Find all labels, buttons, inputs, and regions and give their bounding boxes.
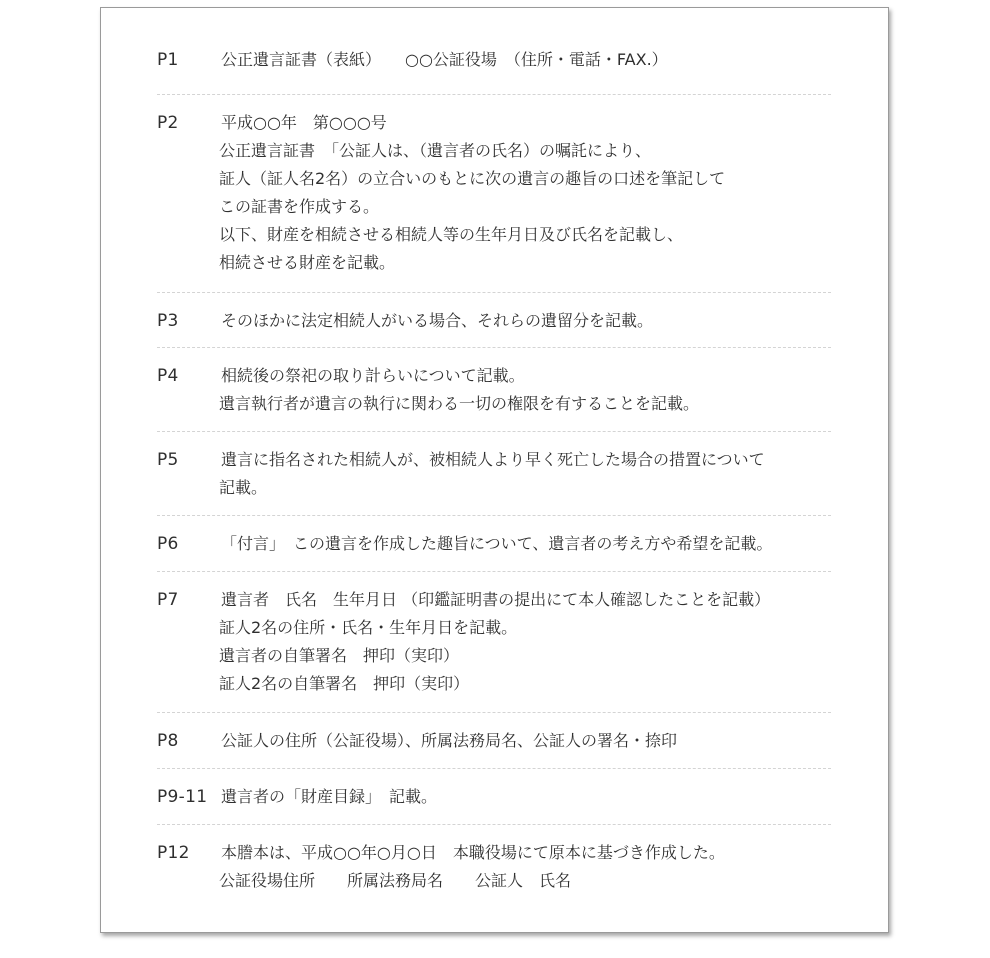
- document-sheet: [100, 7, 889, 933]
- page-label: P8: [157, 731, 179, 751]
- entry-line: 本謄本は、平成○○年○月○日 本職役場にて原本に基づき作成した。: [221, 843, 725, 862]
- page-label: P7: [157, 590, 179, 610]
- entry-line: 平成○○年 第○○○号: [221, 113, 387, 132]
- entry-line: 公証役場住所 所属法務局名 公証人 氏名: [219, 871, 572, 890]
- entry-line: 相続させる財産を記載。: [219, 253, 396, 272]
- entry-line: 相続後の祭祀の取り計らいについて記載。: [221, 366, 525, 385]
- entry-p9-11: [157, 769, 831, 825]
- entry-lines: [219, 530, 831, 558]
- entry-line: 公正遺言証書 「公証人は、（遺言者の氏名）の嘱託により、: [219, 141, 652, 160]
- entry-lines: [219, 446, 831, 502]
- entry-line: 遺言に指名された相続人が、被相続人より早く死亡した場合の措置について: [221, 450, 765, 469]
- entry-p12: [157, 825, 831, 909]
- page-label: P4: [157, 366, 179, 386]
- entry-p7: [157, 572, 831, 713]
- entry-line: 証人（証人名2名）の立合いのもとに次の遺言の趣旨の口述を筆記して: [219, 169, 726, 188]
- page-label: P1: [157, 50, 179, 70]
- entry-lines: [219, 362, 831, 418]
- entry-line: 遺言者 氏名 生年月日 （印鑑証明書の提出にて本人確認したことを記載）: [221, 590, 771, 609]
- entry-line: 記載。: [219, 478, 268, 497]
- page-label: P5: [157, 450, 179, 470]
- entry-list: [157, 46, 831, 909]
- entry-lines: [219, 307, 831, 335]
- entry-p6: [157, 516, 831, 572]
- entry-line: 「付言」 この遺言を作成した趣旨について、遺言者の考え方や希望を記載。: [221, 534, 773, 553]
- page-label: P2: [157, 113, 179, 133]
- page-label: P12: [157, 843, 190, 863]
- entry-p3: [157, 293, 831, 348]
- entry-p8: [157, 713, 831, 769]
- entry-lines: [219, 727, 831, 755]
- entry-line: 遺言執行者が遺言の執行に関わる一切の権限を有することを記載。: [219, 394, 700, 413]
- entry-lines: [219, 839, 831, 895]
- entry-line: そのほかに法定相続人がいる場合、それらの遺留分を記載。: [221, 311, 654, 330]
- entry-line: 以下、財産を相続させる相続人等の生年月日及び氏名を記載し、: [219, 225, 684, 244]
- entry-line: 公証人の住所（公証役場）、所属法務局名、公証人の署名・捺印: [221, 731, 678, 750]
- page-label: P6: [157, 534, 179, 554]
- entry-p4: [157, 348, 831, 432]
- entry-lines: [219, 46, 831, 74]
- entry-line: 証人2名の住所・氏名・生年月日を記載。: [219, 618, 518, 637]
- entry-p5: [157, 432, 831, 516]
- entry-line: 証人2名の自筆署名 押印（実印）: [219, 674, 470, 693]
- entry-line: 公正遺言証書（表紙） ○○公証役場 （住所・電話・FAX.）: [221, 50, 668, 69]
- entry-line: この証書を作成する。: [219, 197, 380, 216]
- entry-lines: [219, 109, 831, 277]
- entry-line: 遺言者の「財産目録」 記載。: [221, 787, 438, 806]
- entry-lines: [219, 783, 831, 811]
- entry-line: 遺言者の自筆署名 押印（実印）: [219, 646, 460, 665]
- page-label: P9-11: [157, 787, 208, 807]
- entry-lines: [219, 586, 831, 698]
- entry-p2: [157, 95, 831, 293]
- page-label: P3: [157, 311, 179, 331]
- entry-p1: [157, 46, 831, 95]
